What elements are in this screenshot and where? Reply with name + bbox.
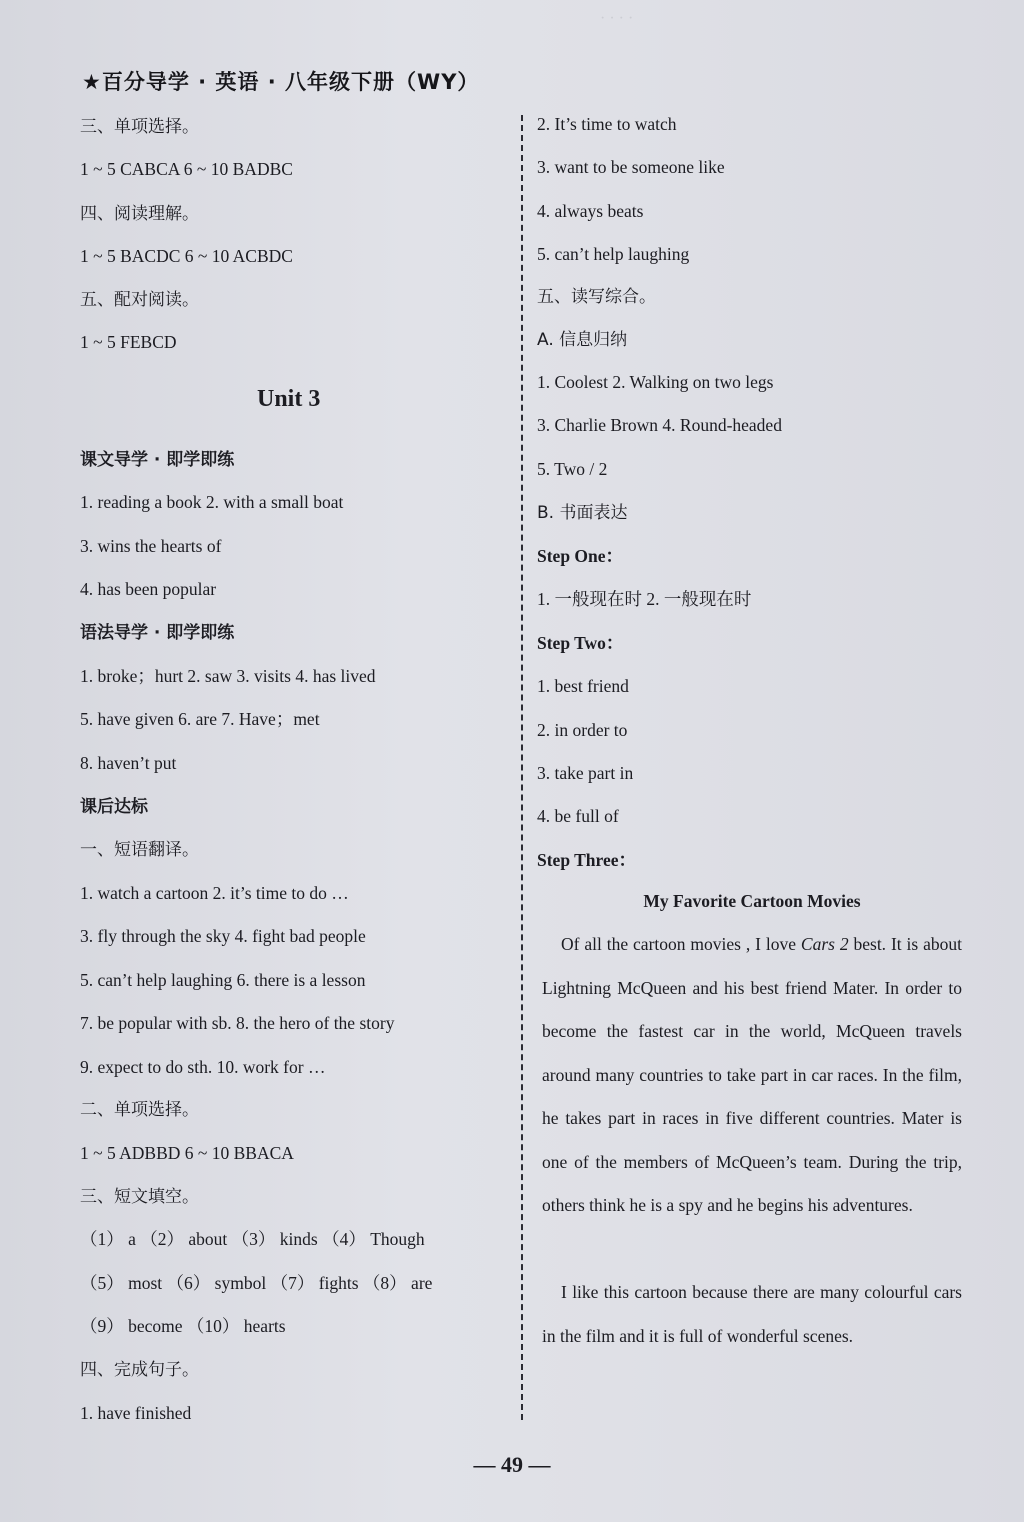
left-line: 1 ~ 5 ADBBD 6 ~ 10 BBACA xyxy=(80,1143,294,1163)
right-line: 1. 一般现在时 2. 一般现在时 xyxy=(537,589,752,609)
left-line: 课文导学 · 即学即练 xyxy=(80,450,235,470)
left-line: 4. has been popular xyxy=(80,579,217,599)
left-line: 一、短语翻译。 xyxy=(80,840,199,860)
right-line: 4. always beats xyxy=(537,201,644,221)
right-line: 2. in order to xyxy=(537,720,628,740)
essay-text: Of all the cartoon movies , I love xyxy=(561,934,801,954)
right-line: 3. take part in xyxy=(537,763,634,783)
left-line: 5. have given 6. are 7. Have；met xyxy=(80,709,320,729)
left-line: 二、单项选择。 xyxy=(80,1100,199,1120)
left-line: 3. fly through the sky 4. fight bad people xyxy=(80,926,366,946)
column-divider xyxy=(521,115,523,1420)
left-line: 9. expect to do sth. 10. work for … xyxy=(80,1057,326,1077)
right-line: 2. It’s time to watch xyxy=(537,114,677,134)
left-line: 四、完成句子。 xyxy=(80,1360,199,1380)
right-line: A. 信息归纳 xyxy=(537,330,628,350)
right-line: 3. Charlie Brown 4. Round-headed xyxy=(537,415,782,435)
left-line: 语法导学 · 即学即练 xyxy=(80,623,235,643)
right-line: 5. Two / 2 xyxy=(537,459,608,479)
right-line: Step Two： xyxy=(537,633,624,653)
right-line: B. 书面表达 xyxy=(537,503,628,523)
left-line: 1 ~ 5 FEBCD xyxy=(80,332,177,352)
left-line: （9） become （10） hearts xyxy=(80,1316,286,1336)
right-line: 1. Coolest 2. Walking on two legs xyxy=(537,372,774,392)
right-line: 3. want to be someone like xyxy=(537,157,725,177)
essay-paragraph-2: I like this cartoon because there are many colourful cars in the film and it is full of wonderful scenes. xyxy=(542,1282,962,1346)
left-line: 3. wins the hearts of xyxy=(80,536,222,556)
unit-title: Unit 3 xyxy=(257,386,321,412)
left-line: 1 ~ 5 CABCA 6 ~ 10 BADBC xyxy=(80,159,293,179)
right-line: Step One： xyxy=(537,546,624,566)
right-line: 1. best friend xyxy=(537,676,629,696)
left-line: 5. can’t help laughing 6. there is a lesson xyxy=(80,970,366,990)
left-line: 7. be popular with sb. 8. the hero of the story xyxy=(80,1013,395,1033)
essay-paragraph-1 xyxy=(542,923,962,1228)
essay-title: My Favorite Cartoon Movies xyxy=(643,891,861,911)
left-line: 1. broke；hurt 2. saw 3. visits 4. has lived xyxy=(80,666,376,686)
left-line: （1） a （2） about （3） kinds （4） Though xyxy=(80,1229,425,1249)
left-line: 8. haven’t put xyxy=(80,753,177,773)
page-header: ★百分导学 · 英语 · 八年级下册（WY） xyxy=(82,70,480,94)
left-line: （5） most （6） symbol （7） fights （8） are xyxy=(80,1273,433,1293)
left-line: 三、短文填空。 xyxy=(80,1187,199,1207)
right-line: 4. be full of xyxy=(537,806,619,826)
right-line: Step Three： xyxy=(537,850,637,870)
left-line: 1. watch a cartoon 2. it’s time to do … xyxy=(80,883,349,903)
page-number: — 49 — xyxy=(473,1452,551,1477)
right-line: 5. can’t help laughing xyxy=(537,244,690,264)
left-line: 1 ~ 5 BACDC 6 ~ 10 ACBDC xyxy=(80,246,293,266)
movie-title: Cars 2 xyxy=(800,934,849,954)
left-line: 五、配对阅读。 xyxy=(80,290,199,310)
left-line: 三、单项选择。 xyxy=(80,117,199,137)
left-line: 1. reading a book 2. with a small boat xyxy=(80,492,344,512)
right-line: 五、读写综合。 xyxy=(537,287,656,307)
essay-text: best. It is about Lightning McQueen and his best friend Mater. In order to become the fastest car in the world, McQueen travels around many countries to take part in car races. In the film, he takes part in races in five different countries. Mater is one of the members of McQueen’s team. During the trip, others think he is a spy and he begins his adventures. xyxy=(542,934,962,1215)
bleed-through-text: · · · · xyxy=(600,10,634,27)
left-line: 1. have finished xyxy=(80,1403,192,1423)
left-line: 四、阅读理解。 xyxy=(80,204,199,224)
left-line: 课后达标 xyxy=(80,797,148,817)
